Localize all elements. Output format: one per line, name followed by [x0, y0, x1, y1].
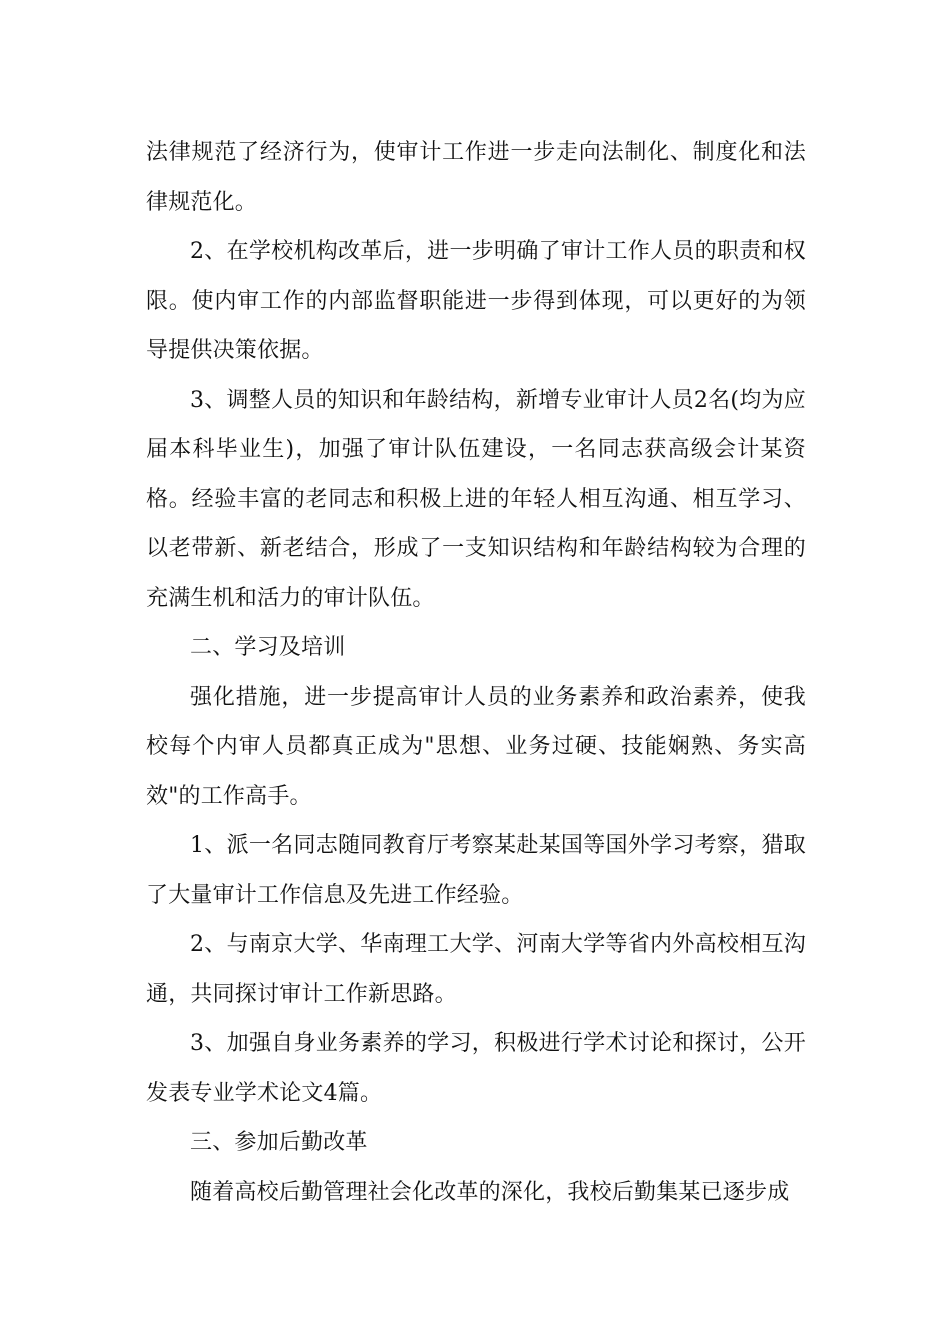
section-heading-logistics-reform: 三、参加后勤改革	[190, 1130, 368, 1155]
paragraph-study-item-1: 1、派一名同志随同教育厅考察某赴某国等国外学习考察，猎取了大量审计工作信息及先进工作经验。	[146, 833, 806, 908]
section-heading-study-training: 二、学习及培训	[190, 635, 346, 660]
paragraph-item-3: 3、调整人员的知识和年龄结构，新增专业审计人员2名(均为应届本科毕业生)，加强了审计队伍建设，一名同志获高级会计某资格。经验丰富的老同志和积极上进的年轻人相互沟通、相互学习、以老带新、新老结合，形成了一支知识结构和年龄结构较为合理的充满生机和活力的审计队伍。	[146, 387, 806, 611]
paragraph-study-intro: 强化措施，进一步提高审计人员的业务素养和政治素养，使我校每个内审人员都真正成为"思想、业务过硬、技能娴熟、务实高效"的工作高手。	[146, 684, 806, 809]
paragraph-study-item-2: 2、与南京大学、华南理工大学、河南大学等省内外高校相互沟通，共同探讨审计工作新思路。	[146, 932, 806, 1007]
paragraph-logistics-intro: 随着高校后勤管理社会化改革的深化，我校后勤集某已逐步成	[190, 1179, 790, 1205]
document-body	[146, 128, 806, 1217]
paragraph-study-item-3: 3、加强自身业务素养的学习，积极进行学术讨论和探讨，公开发表专业学术论文4篇。	[146, 1031, 806, 1106]
paragraph-continuation: 法律规范了经济行为，使审计工作进一步走向法制化、制度化和法律规范化。	[146, 140, 806, 215]
paragraph-item-2: 2、在学校机构改革后，进一步明确了审计工作人员的职责和权限。使内审工作的内部监督职能进一步得到体现，可以更好的为领导提供决策依据。	[146, 239, 806, 363]
